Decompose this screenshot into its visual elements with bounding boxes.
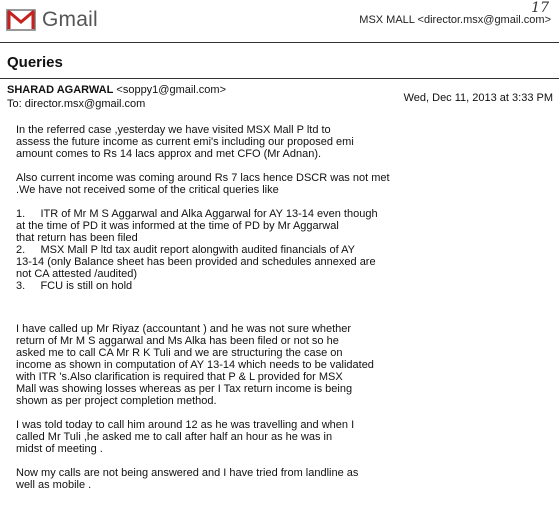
email-body: [16, 124, 546, 491]
sender-line: [7, 84, 226, 96]
sender-name[interactable]: SHARAD AGARWAL: [7, 84, 114, 96]
gmail-logo[interactable]: [6, 8, 98, 32]
body-paragraph: Also current income was coming around Rs 7 lacs hence DSCR was not met .We have not received some of the critical queries like: [16, 172, 390, 196]
gmail-envelope-icon: [6, 9, 36, 31]
account-label: MSX MALL <director.msx@gmail.com>: [359, 14, 551, 26]
body-paragraph: 1. ITR of Mr M S Aggarwal and Alka Aggarwal for AY 13-14 even though at the time of PD it was informed at the time of PD by Mr Aggarwal that return has been filed 2. MSX Mall P ltd tax audit report alongwith audited financials of AY 13-14 (only Balance sheet has been provided and schedules annexed are not CA attested /audited) 3. FCU is still on hold: [16, 208, 378, 292]
header-divider: [0, 42, 559, 43]
recipient-email[interactable]: director.msx@gmail.com: [24, 98, 146, 110]
body-paragraph: I was told today to call him around 12 as he was travelling and when I called Mr Tuli ,he asked me to call after half an hour as he was in midst of meeting .: [16, 419, 355, 455]
body-paragraph: In the referred case ,yesterday we have visited MSX Mall P ltd to assess the future income as current emi's including our proposed emi amount comes to Rs 14 lacs approx and met CFO (Mr Adnan).: [16, 124, 354, 160]
to-label: To:: [7, 98, 22, 110]
body-paragraph: Now my calls are not being answered and I have tried from landline as well as mobile .: [16, 467, 359, 491]
body-paragraph: I have called up Mr Riyaz (accountant ) and he was not sure whether return of Mr M S aggarwal and Ms Alka has been filed or not so he asked me to call CA Mr R K Tuli and we are structuring the case on income as shown in computation of AY 13-14 which needs to be validated with ITR 's.Also clarification is required that P & L provided for MSX Mall was showing losses whereas as per I Tax return income is being shown as per project completion method.: [16, 323, 374, 407]
gmail-logo-text: Gmail: [42, 8, 98, 31]
sender-email[interactable]: <soppy1@gmail.com>: [116, 84, 227, 96]
gmail-header: [0, 0, 559, 38]
email-subject: Queries: [7, 54, 63, 71]
page-number-annotation: 17: [531, 0, 549, 16]
email-date: Wed, Dec 11, 2013 at 3:33 PM: [403, 92, 553, 104]
recipient-line: [7, 98, 145, 110]
subject-divider: [0, 78, 559, 79]
